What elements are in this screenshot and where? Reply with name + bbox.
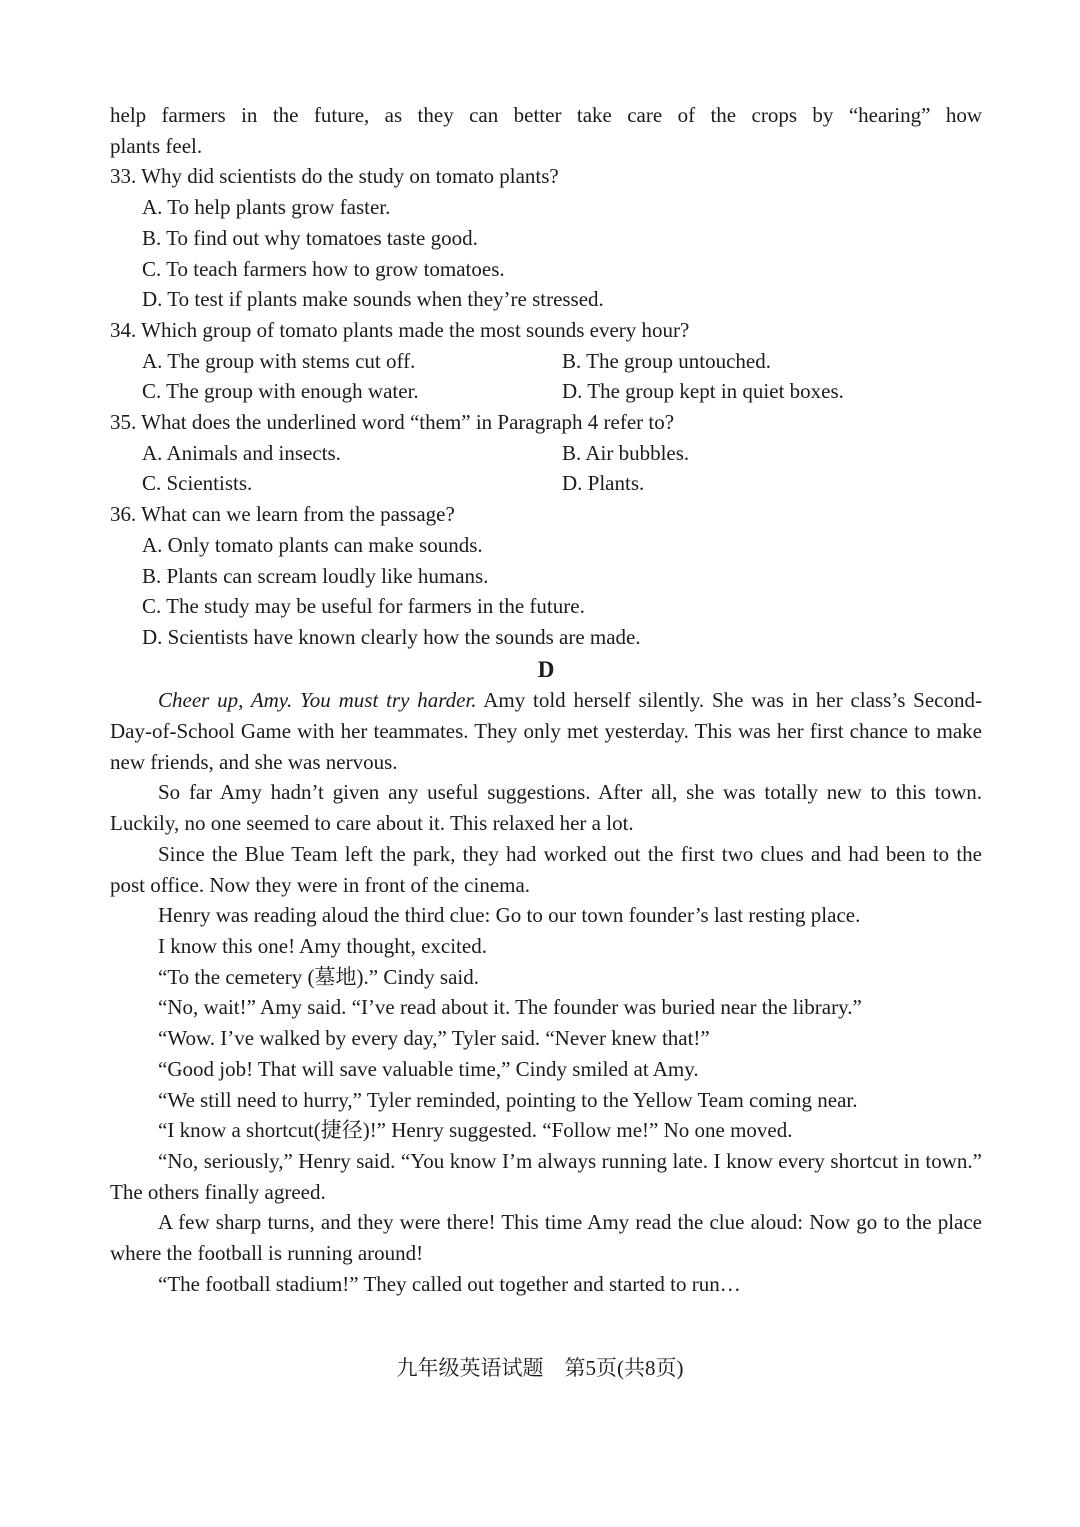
passage-paragraph: “Good job! That will save valuable time,” Cindy smiled at Amy. bbox=[158, 1056, 699, 1081]
passage-italic-text: Cheer up, Amy. You must try harder. bbox=[158, 688, 477, 713]
option: B. Air bubbles. bbox=[562, 440, 690, 465]
option: D. To test if plants make sounds when they’re stressed. bbox=[142, 287, 604, 312]
passage-paragraph: “I know a shortcut(捷径)!” Henry suggested. “Follow me!” No one moved. bbox=[158, 1118, 793, 1143]
page-footer: 九年级英语试题 第5页(共8页) bbox=[396, 1356, 684, 1380]
intro-line: help farmers in the future, as they can better take care of the crops by “hearing” how bbox=[110, 103, 982, 127]
passage-paragraph: I know this one! Amy thought, excited. bbox=[158, 933, 487, 958]
passage-paragraph: “The football stadium!” They called out together and started to run… bbox=[158, 1271, 741, 1296]
question-stem: 35. What does the underlined word “them” in Paragraph 4 refer to? bbox=[110, 410, 675, 435]
passage-paragraph: Since the Blue Team left the park, they had worked out the first two clues and had been to the post office. Now they were in front of the cinema. bbox=[110, 841, 982, 897]
option: D. The group kept in quiet boxes. bbox=[562, 379, 844, 404]
question-34 bbox=[110, 315, 982, 407]
passage-paragraph bbox=[110, 685, 982, 777]
passage-d bbox=[110, 685, 982, 1299]
option: B. To find out why tomatoes taste good. bbox=[142, 225, 478, 250]
option: D. Plants. bbox=[562, 471, 645, 496]
option: A. The group with stems cut off. bbox=[142, 348, 416, 373]
option: B. The group untouched. bbox=[562, 348, 771, 373]
passage-paragraph: “Wow. I’ve walked by every day,” Tyler said. “Never knew that!” bbox=[158, 1026, 710, 1051]
passage-paragraph: “We still need to hurry,” Tyler reminded, pointing to the Yellow Team coming near. bbox=[158, 1087, 858, 1112]
passage-paragraph: “No, wait!” Amy said. “I’ve read about it. The founder was buried near the library.” bbox=[158, 995, 862, 1020]
passage-paragraph: So far Amy hadn’t given any useful suggestions. After all, she was totally new to this town. Luckily, no one seemed to care about it. This relaxed her a lot. bbox=[110, 780, 982, 836]
passage-paragraph: Henry was reading aloud the third clue: Go to our town founder’s last resting place. bbox=[158, 903, 861, 928]
exam-page bbox=[110, 100, 982, 1299]
option: C. Scientists. bbox=[142, 471, 253, 496]
option: B. Plants can scream loudly like humans. bbox=[142, 563, 489, 588]
passage-paragraph: A few sharp turns, and they were there! This time Amy read the clue aloud: Now go to the place where the football is running around! bbox=[110, 1210, 982, 1266]
intro-line: plants feel. bbox=[110, 133, 203, 158]
question-stem: 36. What can we learn from the passage? bbox=[110, 502, 455, 527]
option: A. To help plants grow faster. bbox=[142, 195, 391, 220]
question-36 bbox=[110, 499, 982, 653]
question-33 bbox=[110, 161, 982, 315]
question-stem: 34. Which group of tomato plants made the most sounds every hour? bbox=[110, 317, 690, 342]
option: C. The group with enough water. bbox=[142, 379, 419, 404]
option: A. Animals and insects. bbox=[142, 440, 341, 465]
question-35 bbox=[110, 407, 982, 499]
option: C. The study may be useful for farmers in the future. bbox=[142, 594, 585, 619]
passage-paragraph: “To the cemetery (墓地).” Cindy said. bbox=[158, 964, 480, 989]
option: A. Only tomato plants can make sounds. bbox=[142, 532, 483, 557]
passage-paragraph: “No, seriously,” Henry said. “You know I’m always running late. I know every shortcut in town.” The others finally agreed. bbox=[110, 1148, 982, 1204]
section-title: D bbox=[537, 656, 555, 682]
question-stem: 33. Why did scientists do the study on tomato plants? bbox=[110, 164, 559, 189]
passage-text: Amy told herself silently. She was in her class’s Second-Day-of-School Game with her teammates. They only met yesterday. This was her first chance to make new friends, and she was nervous. bbox=[110, 688, 982, 774]
option: C. To teach farmers how to grow tomatoes. bbox=[142, 256, 505, 281]
option: D. Scientists have known clearly how the sounds are made. bbox=[142, 624, 641, 649]
